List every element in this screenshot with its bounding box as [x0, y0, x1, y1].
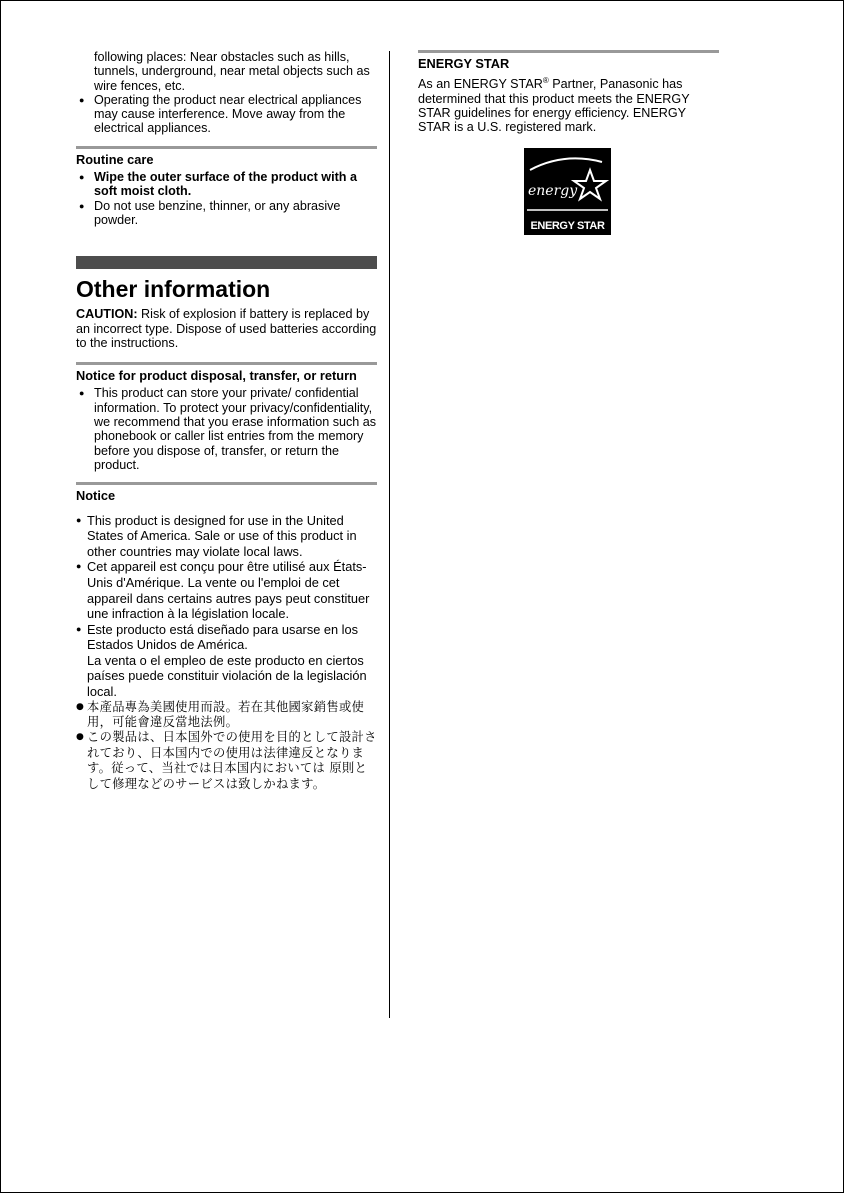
intro-item-continuation — [76, 50, 377, 93]
caution-paragraph — [76, 307, 377, 350]
notice-item-fr — [76, 559, 377, 621]
routine-care-item-text: Do not use benzine, thinner, or any abrasive powder. — [94, 198, 341, 227]
registered-mark: ® — [542, 76, 549, 86]
disposal-item — [76, 386, 377, 472]
routine-care-item-text: Wipe the outer surface of the product with a soft moist cloth. — [94, 170, 357, 199]
notice-text-ja: この製品は、日本国外での使用を目的として設計されており、日本国内での使用は法律違反となります。従って、当社では日本国内においては 原則として修理などのサービスは致しかねます。 — [87, 730, 377, 791]
notice-text-es-2: La venta o el empleo de este producto en ciertos países puede constituir violación de la legislación local. — [87, 652, 367, 700]
section-rule — [76, 362, 377, 365]
energy-star-paragraph — [418, 74, 719, 134]
intro-item — [76, 93, 377, 136]
notice-item-en — [76, 513, 377, 560]
section-rule — [76, 482, 377, 485]
routine-care-item — [76, 199, 377, 228]
notice-text-es-1: ● Este producto está diseñado para usarse en los Estados Unidos de América. — [87, 621, 359, 653]
chapter-title: Other information — [76, 276, 271, 303]
disposal-item-text: This product can store your private/ confidential information. To protect your privacy/confidentiality, we recommend that you erase information such as phonebook or caller list entries from the memory before you dispose of, transfer, or return the product. — [94, 386, 377, 472]
chapter-bar — [76, 256, 377, 269]
energy-star-text-post: Partner, Panasonic has determined that this product meets the ENERGY STAR guidelines for energy efficiency. ENERGY STAR is a U.S. registered mark. — [418, 77, 690, 135]
notice-heading: Notice — [76, 488, 116, 504]
notice-item-es — [76, 622, 377, 700]
notice-text-en: This product is designed for use in the United States of America. Sale or use of this product in other countries may violate local laws. — [87, 512, 357, 559]
disposal-heading: Notice for product disposal, transfer, or return — [76, 368, 357, 384]
notice-item-ja — [76, 730, 377, 792]
energy-star-logo-label: ENERGY STAR — [530, 220, 605, 233]
notice-text-fr: Cet appareil est conçu pour être utilisé aux États-Unis d'Amérique. La vente ou l'emploi de cet appareil dans certains autres pays peut constituer une infraction à la législation locale. — [87, 559, 370, 622]
energy-star-text-pre: As an ENERGY STAR — [418, 77, 543, 92]
column-divider — [389, 51, 390, 1018]
intro-item-text: Operating the product near electrical appliances may cause interference. Move away from the electrical appliances. — [94, 92, 362, 136]
caution-text: Risk of explosion if battery is replaced by an incorrect type. Dispose of used batteries according to the instructions. — [76, 307, 377, 350]
routine-care-list — [76, 170, 377, 227]
caution-label: CAUTION: — [76, 307, 138, 322]
notice-text-zh: 本產品專為美國使用而設。若在其他國家銷售或使用，可能會違反當地法例。 — [87, 699, 365, 730]
energy-star-heading: ENERGY STAR — [418, 56, 510, 71]
section-rule — [418, 50, 719, 53]
notice-list — [76, 513, 377, 793]
intro-item-text: following places: Near obstacles such as hills, tunnels, underground, near metal objects such as wire fences, etc. — [94, 50, 370, 93]
left-column — [76, 50, 377, 792]
routine-care-item — [76, 170, 377, 199]
right-column — [418, 50, 719, 235]
notice-item-zh — [76, 700, 377, 731]
energy-star-logo-script: energy — [528, 182, 578, 199]
section-rule — [76, 146, 377, 149]
energy-star-logo — [524, 148, 611, 235]
routine-care-heading: Routine care — [76, 151, 154, 167]
intro-list — [76, 50, 377, 136]
disposal-list — [76, 386, 377, 472]
